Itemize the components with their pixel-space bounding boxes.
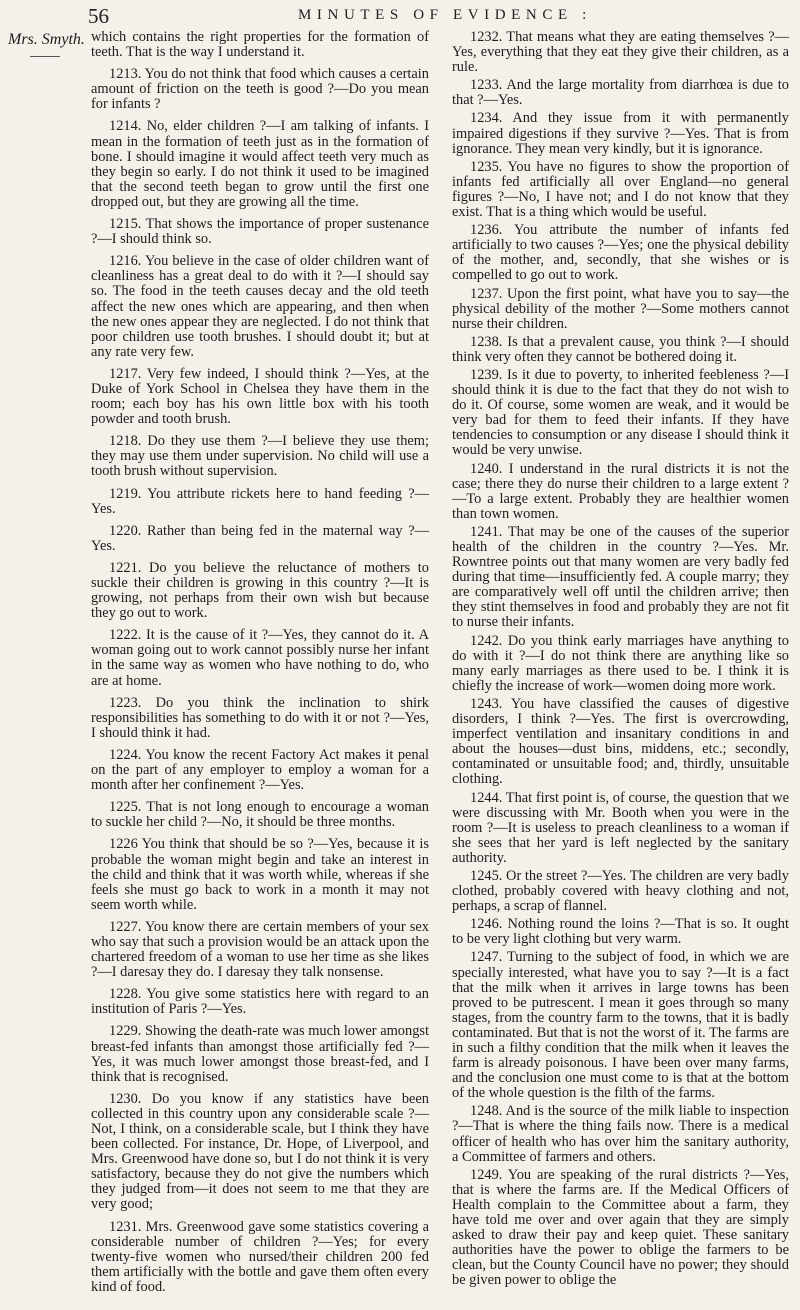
paragraph: 1239. Is it due to poverty, to inherited feebleness ?—I should think it is due to the fact that they do not wish to do it. Of course, some women are weak, and it would be very bad for them to feed their infants. If they have tendencies to consumption or any disease I should think it would be very unwise. bbox=[452, 366, 789, 459]
paragraph: 1236. You attribute the number of infants fed artificially to two causes ?—Yes; one the physical debility of the mother, and, secondly, that she wishes or is compelled to go out to work. bbox=[452, 222, 789, 284]
paragraph: 1248. And is the source of the milk liable to inspection ?—That is where the thing fails now. There is a medical officer of health who has over him the sanitary authority, a Committee of farmers and others. bbox=[452, 1103, 789, 1165]
paragraph: 1227. You know there are certain members of your sex who say that such a provision would be an attack upon the chartered freedom of a woman to use her time as she likes ?—I daresay they do. I daresay they talk nonsense. bbox=[91, 918, 429, 981]
paragraph: 1220. Rather than being fed in the maternal way ?—Yes. bbox=[91, 522, 429, 554]
page-header bbox=[0, 4, 800, 30]
running-head: MINUTES OF EVIDENCE : bbox=[298, 7, 592, 23]
paragraph: 1246. Nothing round the loins ?—That is so. It ought to be very light clothing but very warm. bbox=[452, 916, 789, 948]
right-column bbox=[452, 30, 789, 1292]
paragraph: 1228. You give some statistics here with regard to an institution of Paris ?—Yes. bbox=[91, 986, 429, 1018]
paragraph: 1241. That may be one of the causes of the superior health of the children in the country ?—Yes. Mr. Rowntree points out that many women are very badly fed during that time—insufficiently fed. A couple marry; they are comparatively well off until the children arrive; then they stint themselves in food and probably they are not fit to nurse their infants. bbox=[452, 523, 789, 631]
paragraph: 1219. You attribute rickets here to hand feeding ?—Yes. bbox=[91, 485, 429, 517]
paragraph: 1216. You believe in the case of older children want of cleanliness has a great deal to do with it ?—I should say so. The food in the teeth causes decay and the old teeth affect the new ones which are appearing, and then when the new ones appear they are neglected. I do not think that poor children use tooth brushes. I should doubt it; but at any rate very few. bbox=[91, 253, 429, 360]
paragraph: 1234. And they issue from it with permanently impaired digestions if they survive ?—Yes. That is from ignorance. They mean very kindly, but it is ignorance. bbox=[452, 110, 789, 157]
paragraph: 1235. You have no figures to show the proportion of infants fed artificially all over England—no general figures ?—No, I have not; and I do not know that they exist. That is a thing which would be useful. bbox=[452, 158, 789, 221]
paragraph: 1230. Do you know if any statistics have been collected in this country upon any considerable scale ?—Not, I think, on a considerable scale, but I think they have been collected. For instance, Dr. Hope, of Liverpool, and Mrs. Greenwood have done so, but I do not think it is very satisfactory, because they do not give the numbers which they judged from—it does not seem to me that they are very good; bbox=[91, 1090, 429, 1213]
paragraph: 1225. That is not long enough to encourage a woman to suckle her child ?—No, it should be three months. bbox=[91, 799, 429, 831]
paragraph: 1243. You have classified the causes of digestive disorders, I think ?—Yes. The first is overcrowding, imperfect ventilation and insanitary conditions in and about the houses—dust bins, middens, etc.; secondly, contaminated or unsuitable food; and, thirdly, unsuitable clothing. bbox=[452, 695, 789, 788]
paragraph: 1240. I understand in the rural districts it is not the case; there they do nurse their children to a large extent ?—To a large extent. Probably they are healthier women than town women. bbox=[452, 460, 789, 522]
paragraph: 1223. Do you think the inclination to shirk responsibilities has something to do with it or not ?—Yes, I should think it had. bbox=[91, 694, 429, 741]
paragraph: 1242. Do you think early marriages have anything to do with it ?—I do not think there are anything like so many early marriages as there used to be. I think it is chiefly the increase of work—women doing more work. bbox=[452, 632, 789, 694]
paragraph: 1249. You are speaking of the rural districts ?—Yes, that is where the farms are. If the Medical Officers of Health complain to the Committee about a farm, they have told me over and over again that they are simply asked to draw their pay and keep quiet. These sanitary authorities have the power to oblige the farmers to be clean, but the County Council have no power; they should be given power to oblige the bbox=[452, 1166, 789, 1289]
paragraph: 1232. That means what they are eating themselves ?—Yes, everything that they eat they give their children, as a rule. bbox=[452, 29, 789, 76]
paragraph: 1244. That first point is, of course, the question that we were discussing with Mr. Booth when you were in the room ?—It is useless to preach cleanliness to a woman if she sees that her yard is left neglected by the sanitary authority. bbox=[452, 789, 789, 866]
paragraph: 1231. Mrs. Greenwood gave some statistics covering a considerable number of children ?—Yes; for every twenty-five women who nursed/their children 200 fed them artificially with the bottle and gave them often every kind of food. bbox=[91, 1218, 429, 1295]
witness-margin-note: Mrs. Smyth. bbox=[8, 31, 85, 48]
paragraph: 1222. It is the cause of it ?—Yes, they cannot do it. A woman going out to work cannot possibly nurse her infant in the same way as women who have nothing to do, who are at home. bbox=[91, 627, 429, 689]
paragraph: which contains the right properties for the formation of teeth. That is the way I understand it. bbox=[91, 29, 429, 61]
paragraph: 1229. Showing the death-rate was much lower amongst breast-fed infants than amongst those artificially fed ?—Yes, it was much lower amongst those breast-fed, and I think that is recognised. bbox=[91, 1023, 429, 1085]
paragraph: 1233. And the large mortality from diarrhœa is due to that ?—Yes. bbox=[452, 77, 789, 109]
page-number: 56 bbox=[88, 4, 109, 28]
paragraph: 1221. Do you believe the reluctance of mothers to suckle their children is growing in this country ?—It is growing, not perhaps from their own wish but because they go out to work. bbox=[91, 559, 429, 622]
paragraph: 1215. That shows the importance of proper sustenance ?—I should think so. bbox=[91, 216, 429, 248]
paragraph: 1237. Upon the first point, what have you to say—the physical debility of the mother ?—Some mothers cannot nurse their children. bbox=[452, 285, 789, 332]
paragraph: 1245. Or the street ?—Yes. The children are very badly clothed, probably covered with heavy clothing and not, perhaps, a scrap of flannel. bbox=[452, 867, 789, 915]
paragraph: 1213. You do not think that food which causes a certain amount of friction on the teeth is good ?—Do you mean for infants ? bbox=[91, 66, 429, 113]
paragraph: 1247. Turning to the subject of food, in which we are specially interested, what have you to say ?—It is a fact that the milk when it arrives in large towns has been proved to be putrescent. I mean it goes through so many stages, from the country farm to the towns, that it is badly contaminated. But that is not the worst of it. The farms are in such a filthy condition that the milk when it leaves the farm is already poisonous. I have been over many farms, and the conclusion one must come to is that at the bottom of the whole question is the filth of the farms. bbox=[452, 949, 789, 1102]
paragraph: 1238. Is that a prevalent cause, you think ?—I should think very often they cannot be bothered doing it. bbox=[452, 333, 789, 365]
paragraph: 1217. Very few indeed, I should think ?—Yes, at the Duke of York School in Chelsea they have them in the room; each boy has his own little box with his tooth powder and tooth brush. bbox=[91, 365, 429, 428]
witness-rule bbox=[30, 56, 60, 57]
paragraph: 1226 You think that should be so ?—Yes, because it is probable the woman might begin and take an interest in the child and think that it was worth while, whereas if she feels she must go back to work in a month it may not seem worth while. bbox=[91, 836, 429, 913]
paragraph: 1218. Do they use them ?—I believe they use them; they may use them under supervision. No child will use a tooth brush without supervision. bbox=[91, 433, 429, 480]
paragraph: 1224. You know the recent Factory Act makes it penal on the part of any employer to employ a woman for a month after her confinement ?—Yes. bbox=[91, 746, 429, 794]
left-column bbox=[91, 30, 429, 1302]
paragraph: 1214. No, elder children ?—I am talking of infants. I mean in the formation of teeth just as in the formation of bone. I should imagine it would affect teeth very much as they begin so early. I do not think it used to be imagined that the second teeth began to grow until the first one dropped out, but they are growing all the time. bbox=[91, 118, 429, 210]
